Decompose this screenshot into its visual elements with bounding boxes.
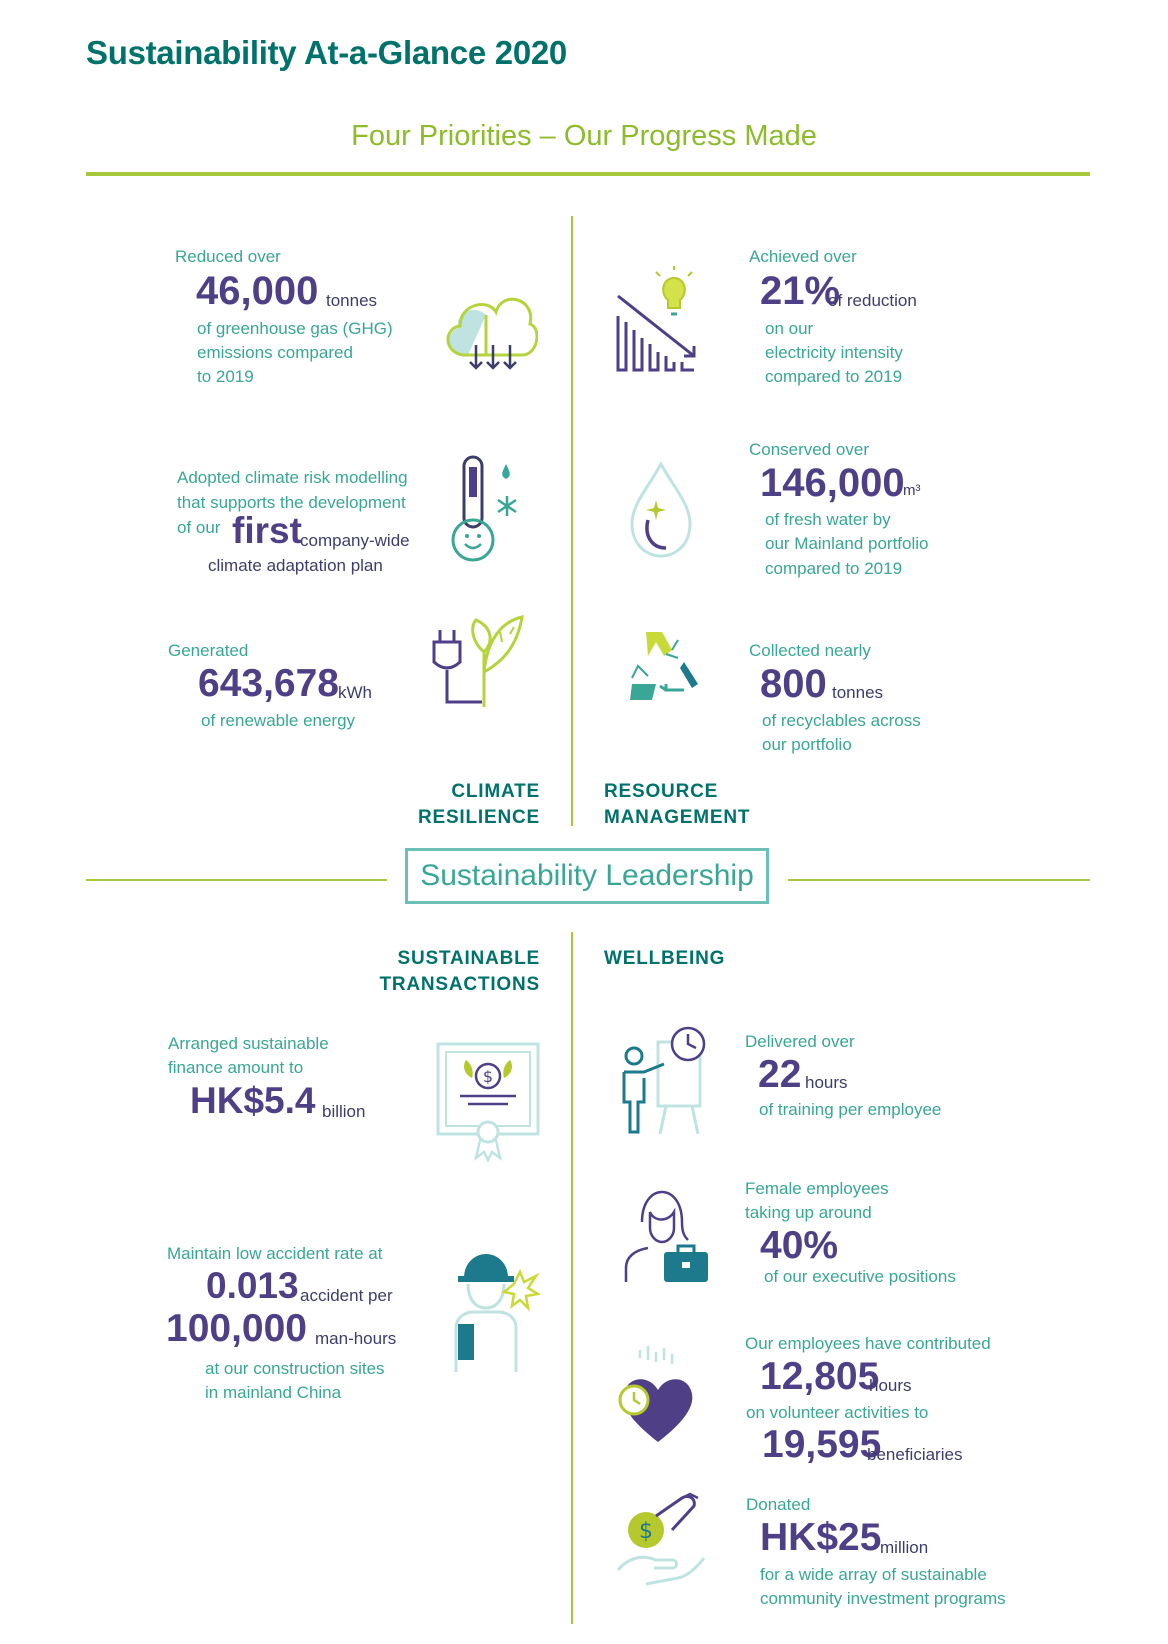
electricity-intro: Achieved over xyxy=(749,247,857,266)
climate-resilience-heading: CLIMATE RESILIENCE xyxy=(417,781,540,828)
renewable-intro: Generated xyxy=(168,641,249,660)
recycling-unit: tonnes xyxy=(832,683,884,702)
electricity-unit: of reduction xyxy=(828,291,917,310)
training-value: 22 xyxy=(758,1053,802,1096)
female-employee-icon xyxy=(622,1188,712,1284)
top-center-divider xyxy=(571,216,573,826)
ghg-value: 46,000 xyxy=(196,269,319,313)
donation-unit: million xyxy=(880,1538,929,1557)
renewable-value: 643,678 xyxy=(198,662,339,705)
finance-line-1: Arranged sustainable xyxy=(168,1034,329,1053)
recycling-value: 800 xyxy=(760,662,827,706)
donation-line-1: for a wide array of sustainable xyxy=(760,1565,987,1584)
electricity-line-2: electricity intensity xyxy=(765,343,903,362)
training-unit: hours xyxy=(805,1073,848,1092)
adaptation-line-1: Adopted climate risk modelling xyxy=(177,468,408,487)
adaptation-line-2: that supports the development xyxy=(177,493,406,512)
donation-line-2: community investment programs xyxy=(760,1589,1006,1608)
electricity-value: 21% xyxy=(760,269,841,313)
ghg-intro: Reduced over xyxy=(175,247,281,266)
safety-unit: accident per xyxy=(300,1286,393,1305)
finance-line-2: finance amount to xyxy=(168,1058,304,1077)
renewable-line-1: of renewable energy xyxy=(201,711,356,730)
construction-worker-icon xyxy=(450,1248,540,1372)
left-horizontal-divider xyxy=(86,879,387,881)
safety-line-1: at our construction sites xyxy=(205,1359,385,1378)
water-value: 146,000 xyxy=(760,461,905,505)
adaptation-prefix: of our xyxy=(177,518,221,537)
training-line-1: of training per employee xyxy=(759,1100,942,1119)
volunteer-unit-2: beneficiaries xyxy=(867,1445,963,1464)
volunteer-value-2: 19,595 xyxy=(762,1423,882,1466)
renewable-unit: kWh xyxy=(338,683,372,702)
electricity-line-1: on our xyxy=(765,319,814,338)
thermometer-icon xyxy=(446,452,526,572)
volunteer-middle: on volunteer activities to xyxy=(746,1403,929,1422)
donation-value: HK$25 xyxy=(760,1516,882,1559)
svg-text:$: $ xyxy=(482,1067,494,1086)
resource-management-heading: RESOURCE MANAGEMENT xyxy=(604,781,751,828)
ghg-line-2: emissions compared xyxy=(197,343,353,362)
adaptation-suffix: company-wide xyxy=(300,531,410,550)
water-line-3: compared to 2019 xyxy=(765,559,903,578)
header-divider xyxy=(86,172,1090,176)
renewable-plug-icon xyxy=(432,612,542,722)
recycling-intro: Collected nearly xyxy=(749,641,871,660)
electricity-reduction-icon xyxy=(614,266,706,376)
water-line-2: our Mainland portfolio xyxy=(765,534,929,553)
ghg-line-3: to 2019 xyxy=(197,367,254,386)
safety-line-2: in mainland China xyxy=(205,1383,342,1402)
training-presentation-icon xyxy=(616,1022,708,1134)
donation-intro: Donated xyxy=(746,1495,811,1514)
female-last: of our executive positions xyxy=(764,1267,956,1286)
female-line-1: Female employees xyxy=(745,1179,889,1198)
adaptation-value: first xyxy=(232,510,302,551)
cloud-emissions-icon xyxy=(438,280,538,380)
donation-hand-icon xyxy=(616,1490,706,1586)
adaptation-last: climate adaptation plan xyxy=(208,556,383,575)
ghg-line-1: of greenhouse gas (GHG) xyxy=(197,319,393,338)
training-intro: Delivered over xyxy=(745,1032,855,1051)
water-line-1: of fresh water by xyxy=(765,510,891,529)
finance-value: HK$5.4 xyxy=(190,1080,316,1121)
recycling-line-1: of recyclables across xyxy=(762,711,921,730)
safety-value-2: 100,000 xyxy=(166,1307,307,1350)
ghg-unit: tonnes xyxy=(326,291,378,310)
certificate-icon xyxy=(434,1040,542,1164)
wellbeing-heading: WELLBEING xyxy=(604,948,726,969)
finance-unit: billion xyxy=(322,1102,366,1121)
safety-value: 0.013 xyxy=(206,1265,299,1306)
volunteer-unit: hours xyxy=(869,1376,912,1395)
water-intro: Conserved over xyxy=(749,440,870,459)
safety-unit-2: man-hours xyxy=(315,1329,397,1348)
volunteer-value: 12,805 xyxy=(760,1355,880,1398)
female-value: 40% xyxy=(760,1224,839,1267)
page-title: Sustainability At-a-Glance 2020 xyxy=(86,34,567,71)
sustainability-leadership-box: Sustainability Leadership xyxy=(405,848,769,904)
volunteer-heart-icon xyxy=(616,1346,700,1444)
right-horizontal-divider xyxy=(788,879,1090,881)
page-subtitle: Four Priorities – Our Progress Made xyxy=(351,120,817,152)
safety-intro: Maintain low accident rate at xyxy=(167,1244,383,1263)
bottom-center-divider xyxy=(571,932,573,1624)
water-drop-icon xyxy=(626,460,696,560)
female-line-2: taking up around xyxy=(745,1203,872,1222)
volunteer-intro: Our employees have contributed xyxy=(745,1334,991,1353)
recycling-icon xyxy=(626,628,706,708)
recycling-line-2: our portfolio xyxy=(762,735,852,754)
svg-text:$: $ xyxy=(639,1519,653,1544)
water-unit: m³ xyxy=(903,482,921,499)
sustainable-transactions-heading: SUSTAINABLE TRANSACTIONS xyxy=(379,948,540,995)
electricity-line-3: compared to 2019 xyxy=(765,367,903,386)
